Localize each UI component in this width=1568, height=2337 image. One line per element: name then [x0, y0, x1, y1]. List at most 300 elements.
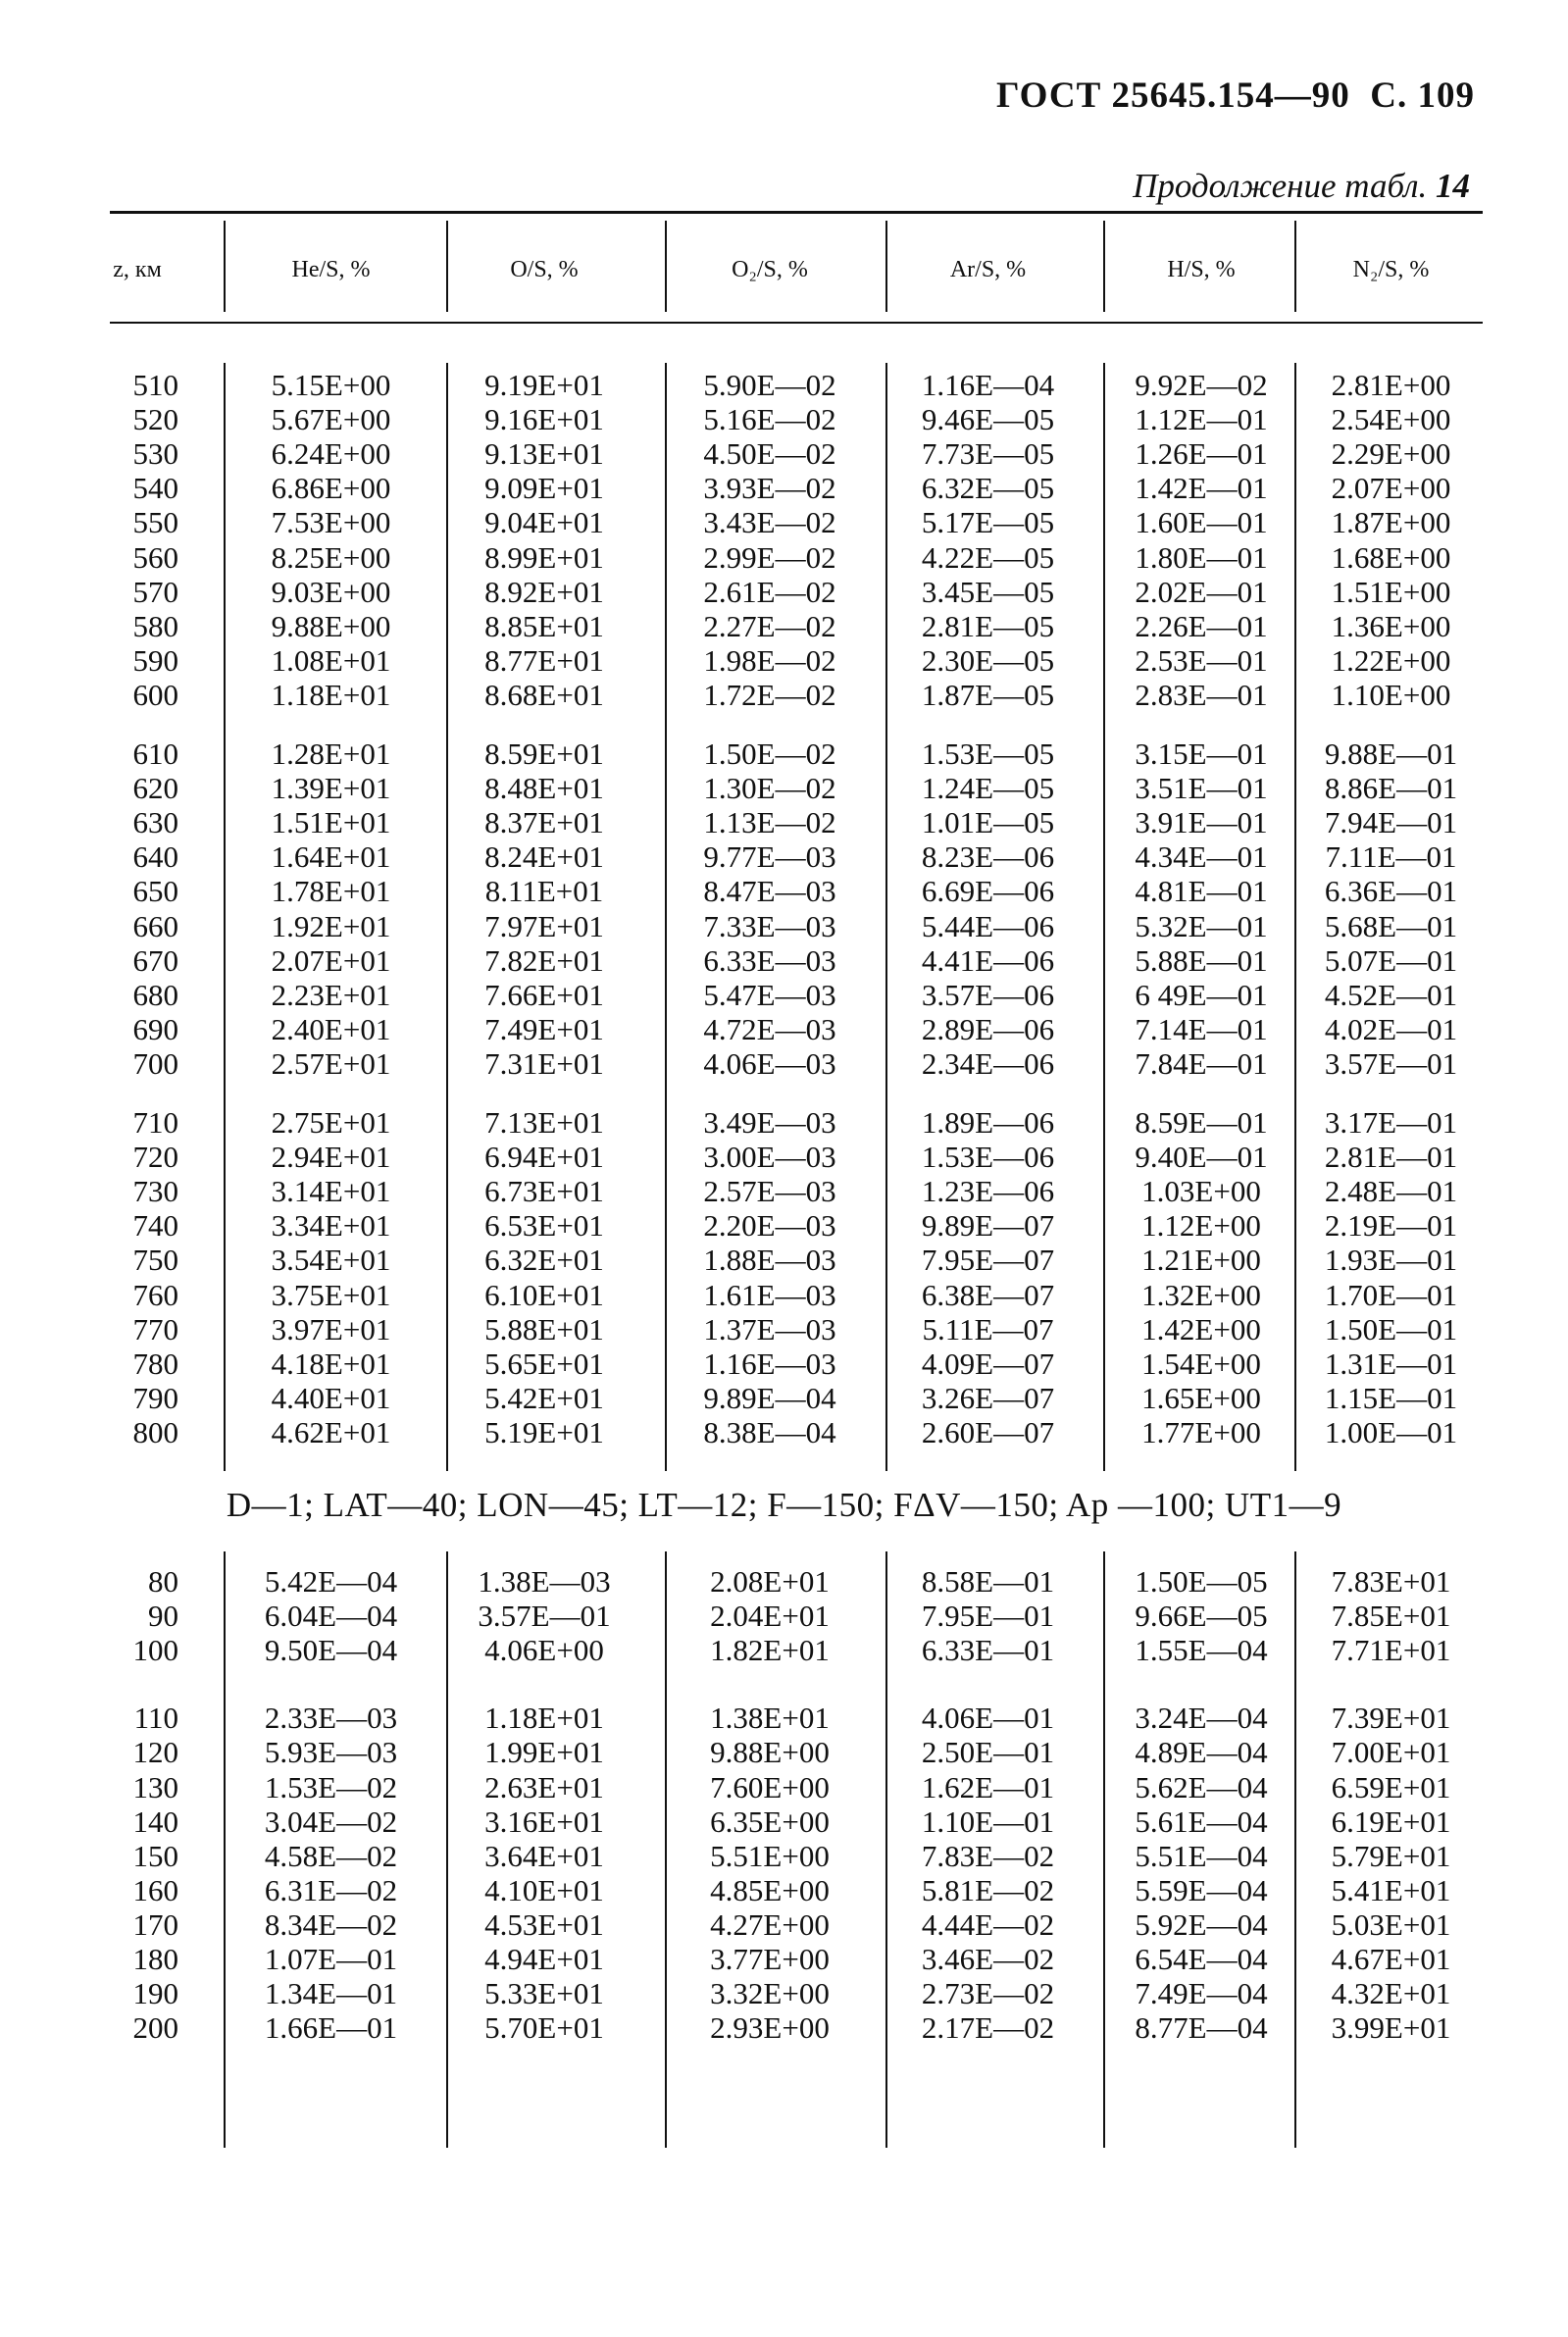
table-cell: 3.04E—02 [264, 1804, 398, 1839]
table-cell: 9.09E+01 [484, 471, 604, 506]
table-cell: 5.03E+01 [1331, 1906, 1451, 1942]
table-cell: 1.51E+00 [1331, 574, 1451, 609]
table-cell: 1.10E+00 [1331, 677, 1451, 712]
table-cell: 3.57E—01 [478, 1599, 611, 1634]
table-cell: 2.93E+00 [710, 2010, 830, 2046]
table-cell: 5.51E+00 [710, 1838, 830, 1873]
table-cell: 4.06E—01 [921, 1701, 1055, 1736]
table-cell: 2.53E—01 [1135, 642, 1268, 678]
table-cell: 6.24E+00 [271, 436, 391, 472]
table-cell: 1.32E+00 [1141, 1277, 1261, 1312]
table-cell: 8.47E—03 [703, 874, 836, 909]
table-cell: 8.92E+01 [484, 574, 604, 609]
table-cell: 7.82E+01 [484, 942, 604, 978]
altitude-cell: 790 [132, 1380, 178, 1415]
table-cell: 9.40E—01 [1135, 1140, 1268, 1175]
table-cell: 4.06E—03 [703, 1045, 836, 1081]
altitude-cell: 700 [132, 1045, 178, 1081]
table-cell: 4.67E+01 [1331, 1942, 1451, 1976]
table-cell: 9.89E—04 [703, 1380, 836, 1415]
table-cell: 6.33E—01 [921, 1633, 1055, 1668]
table-cell: 7.60E+00 [710, 1769, 830, 1804]
table-cell: 8.77E—04 [1135, 2010, 1268, 2046]
table-cell: 1.62E—01 [921, 1769, 1055, 1804]
table-cell: 7.85E+01 [1331, 1599, 1451, 1634]
table-cell: 9.03E+00 [271, 574, 391, 609]
table-cell: 2.29E+00 [1331, 436, 1451, 472]
table-cell: 2.30E—05 [921, 642, 1055, 678]
table-cell: 7.11E—01 [1325, 839, 1457, 875]
table-cell: 2.19E—01 [1324, 1208, 1458, 1244]
table-cell: 1.54E+00 [1141, 1346, 1261, 1381]
table-cell: 5.79E+01 [1331, 1838, 1451, 1873]
table-cell: 3.99E+01 [1331, 2010, 1451, 2046]
table-cell: 7.66E+01 [484, 977, 604, 1012]
column-header-1: He/S, % [291, 257, 371, 282]
header-divider-2 [665, 221, 667, 312]
table-cell: 2.02E—01 [1135, 574, 1268, 609]
table-cell: 1.03E+00 [1141, 1174, 1261, 1209]
table-cell: 5.41E+01 [1331, 1872, 1451, 1907]
table-cell: 4.18E+01 [271, 1346, 391, 1381]
table-cell: 7.39E+01 [1331, 1701, 1451, 1736]
table-cell: 7.49E—04 [1135, 1976, 1268, 2011]
table-cell: 3.34E+01 [271, 1208, 391, 1244]
table-cell: 5.07E—01 [1324, 942, 1458, 978]
table-cell: 2.33E—03 [264, 1701, 398, 1736]
table-cell: 1.01E—05 [921, 805, 1055, 840]
column-header-0: z, км [113, 257, 162, 282]
table-cell: 1.92E+01 [271, 908, 391, 943]
header-divider-1 [446, 221, 448, 312]
table-cell: 1.61E—03 [703, 1277, 836, 1312]
table-cell: 2.40E+01 [271, 1011, 391, 1046]
table-cell: 6 49E—01 [1135, 977, 1268, 1012]
table-cell: 1.53E—02 [264, 1769, 398, 1804]
table-cell: 7.14E—01 [1135, 1011, 1268, 1046]
table-cell: 1.89E—06 [921, 1105, 1055, 1140]
table-cell: 3.91E—01 [1135, 805, 1268, 840]
table-cell: 2.34E—06 [921, 1045, 1055, 1081]
table-cell: 1.60E—01 [1135, 505, 1268, 540]
table-cell: 5.67E+00 [271, 402, 391, 437]
table-cell: 3.16E+01 [484, 1804, 604, 1839]
altitude-cell: 600 [132, 677, 178, 712]
altitude-cell: 770 [132, 1311, 178, 1346]
altitude-cell: 640 [132, 839, 178, 875]
altitude-cell: 740 [132, 1208, 178, 1244]
table-cell: 5.90E—02 [703, 368, 836, 402]
table-cell: 6.53E+01 [484, 1208, 604, 1244]
table-cell: 3.43E—02 [703, 505, 836, 540]
altitude-cell: 610 [132, 737, 178, 771]
table-cell: 8.59E—01 [1135, 1105, 1268, 1140]
table-cell: 1.39E+01 [271, 771, 391, 806]
altitude-cell: 570 [132, 574, 178, 609]
table-cell: 4.85E+00 [710, 1872, 830, 1907]
table-cell: 8.85E+01 [484, 608, 604, 643]
table-cell: 5.17E—05 [921, 505, 1055, 540]
caption-label: Продолжение табл. [1133, 167, 1428, 205]
altitude-cell: 620 [132, 771, 178, 806]
table-cell: 1.16E—03 [703, 1346, 836, 1381]
table-cell: 1.55E—04 [1135, 1633, 1268, 1668]
altitude-cell: 670 [132, 942, 178, 978]
table-cell: 1.72E—02 [703, 677, 836, 712]
table-cell: 7.95E—01 [921, 1599, 1055, 1634]
table-cell: 5.88E+01 [484, 1311, 604, 1346]
altitude-cell: 680 [132, 977, 178, 1012]
table-cell: 8.59E+01 [484, 737, 604, 771]
table-cell: 5.42E—04 [264, 1564, 398, 1599]
altitude-cell: 550 [132, 505, 178, 540]
table-cell: 6.36E—01 [1324, 874, 1458, 909]
table-cell: 1.15E—01 [1324, 1380, 1458, 1415]
table-cell: 1.16E—04 [921, 368, 1055, 402]
table-cell: 3.00E—03 [703, 1140, 836, 1175]
table-cell: 1.65E+00 [1141, 1380, 1261, 1415]
table-cell: 3.24E—04 [1135, 1701, 1268, 1736]
table-cell: 5.59E—04 [1135, 1872, 1268, 1907]
condition-line: D—1; LAT—40; LON—45; LT—12; F—150; FΔV—150; Ap —100; UT1—9 [226, 1486, 1342, 1524]
section1-divider-4 [1103, 363, 1105, 1471]
table-cell: 5.19E+01 [484, 1414, 604, 1449]
table-cell: 5.88E—01 [1135, 942, 1268, 978]
table-cell: 2.63E+01 [484, 1769, 604, 1804]
table-cell: 7.53E+00 [271, 505, 391, 540]
table-cell: 1.37E—03 [703, 1311, 836, 1346]
table-cell: 2.54E+00 [1331, 402, 1451, 437]
table-cell: 5.93E—03 [264, 1735, 398, 1770]
table-cell: 7.33E—03 [703, 908, 836, 943]
table-cell: 2.73E—02 [921, 1976, 1055, 2011]
table-cell: 2.07E+01 [271, 942, 391, 978]
table-cell: 4.44E—02 [921, 1906, 1055, 1942]
table-cell: 4.41E—06 [921, 942, 1055, 978]
table-cell: 8.37E+01 [484, 805, 604, 840]
altitude-cell: 760 [132, 1277, 178, 1312]
table-cell: 1.70E—01 [1324, 1277, 1458, 1312]
table-cell: 1.50E—02 [703, 737, 836, 771]
table-cell: 4.50E—02 [703, 436, 836, 472]
table-cell: 4.58E—02 [264, 1838, 398, 1873]
altitude-cell: 510 [132, 368, 178, 402]
table-cell: 1.28E+01 [271, 737, 391, 771]
column-header-5: H/S, % [1167, 257, 1236, 282]
altitude-cell: 650 [132, 874, 178, 909]
header-divider-0 [224, 221, 226, 312]
table-cell: 8.23E—06 [921, 839, 1055, 875]
altitude-cell: 100 [132, 1633, 178, 1668]
table-cell: 6.31E—02 [264, 1872, 398, 1907]
table-cell: 1.23E—06 [921, 1174, 1055, 1209]
table-cell: 4.27E+00 [710, 1906, 830, 1942]
table-cell: 1.68E+00 [1331, 539, 1451, 575]
column-header-3: O₂/S, % [732, 257, 808, 282]
table-cell: 3.77E+00 [710, 1942, 830, 1976]
table-cell: 9.88E+00 [710, 1735, 830, 1770]
table-cell: 7.13E+01 [484, 1105, 604, 1140]
table-cell: 9.13E+01 [484, 436, 604, 472]
header-divider-4 [1103, 221, 1105, 312]
section1-divider-1 [446, 363, 448, 1471]
table-cell: 9.16E+01 [484, 402, 604, 437]
altitude-cell: 730 [132, 1174, 178, 1209]
table-cell: 1.36E+00 [1331, 608, 1451, 643]
table-cell: 5.33E+01 [484, 1976, 604, 2011]
table-cell: 9.19E+01 [484, 368, 604, 402]
table-cell: 7.71E+01 [1331, 1633, 1451, 1668]
table-top-rule [110, 211, 1483, 214]
table-cell: 5.16E—02 [703, 402, 836, 437]
table-cell: 1.18E+01 [484, 1701, 604, 1736]
altitude-cell: 130 [132, 1769, 178, 1804]
table-cell: 7.94E—01 [1324, 805, 1458, 840]
table-cell: 2.57E+01 [271, 1045, 391, 1081]
section1-divider-2 [665, 363, 667, 1471]
table-cell: 3.17E—01 [1324, 1105, 1458, 1140]
table-cell: 7.49E+01 [484, 1011, 604, 1046]
altitude-cell: 530 [132, 436, 178, 472]
table-cell: 6.32E—05 [921, 471, 1055, 506]
table-cell: 9.89E—07 [921, 1208, 1055, 1244]
section2-divider-0 [224, 1551, 226, 2148]
table-cell: 1.64E+01 [271, 839, 391, 875]
table-cell: 4.40E+01 [271, 1380, 391, 1415]
table-cell: 5.42E+01 [484, 1380, 604, 1415]
table-cell: 8.34E—02 [264, 1906, 398, 1942]
altitude-cell: 710 [132, 1105, 178, 1140]
table-cell: 9.88E+00 [271, 608, 391, 643]
table-cell: 2.04E+01 [710, 1599, 830, 1634]
table-cell: 1.51E+01 [271, 805, 391, 840]
column-header-2: O/S, % [510, 257, 579, 282]
table-cell: 8.25E+00 [271, 539, 391, 575]
table-cell: 3.51E—01 [1135, 771, 1268, 806]
altitude-cell: 180 [132, 1942, 178, 1976]
table-cell: 5.61E—04 [1135, 1804, 1268, 1839]
table-cell: 1.78E+01 [271, 874, 391, 909]
standard-number: ГОСТ 25645.154—90 [996, 76, 1350, 116]
table-cell: 6.19E+01 [1331, 1804, 1451, 1839]
table-cell: 1.10E—01 [921, 1804, 1055, 1839]
table-cell: 9.92E—02 [1135, 368, 1268, 402]
altitude-cell: 690 [132, 1011, 178, 1046]
altitude-cell: 720 [132, 1140, 178, 1175]
table-cell: 8.24E+01 [484, 839, 604, 875]
table-cell: 4.52E—01 [1324, 977, 1458, 1012]
table-cell: 4.10E+01 [484, 1872, 604, 1907]
header-bottom-rule [110, 322, 1483, 324]
table-cell: 5.70E+01 [484, 2010, 604, 2046]
table-cell: 1.24E—05 [921, 771, 1055, 806]
table-cell: 4.34E—01 [1135, 839, 1268, 875]
page-header [996, 75, 1475, 117]
table-cell: 5.32E—01 [1135, 908, 1268, 943]
table-cell: 1.00E—01 [1324, 1414, 1458, 1449]
table-cell: 2.83E—01 [1135, 677, 1268, 712]
table-cell: 4.02E—01 [1324, 1011, 1458, 1046]
table-cell: 9.50E—04 [264, 1633, 398, 1668]
table-cell: 5.92E—04 [1135, 1906, 1268, 1942]
table-cell: 6.38E—07 [921, 1277, 1055, 1312]
section2-divider-1 [446, 1551, 448, 2148]
altitude-cell: 190 [132, 1976, 178, 2011]
page-number: С. 109 [1370, 76, 1475, 116]
table-cell: 4.94E+01 [484, 1942, 604, 1976]
table-cell: 6.10E+01 [484, 1277, 604, 1312]
altitude-cell: 520 [132, 402, 178, 437]
altitude-cell: 560 [132, 539, 178, 575]
table-cell: 5.62E—04 [1135, 1769, 1268, 1804]
altitude-cell: 90 [148, 1599, 178, 1634]
table-cell: 1.50E—05 [1135, 1564, 1268, 1599]
header-divider-5 [1294, 221, 1296, 312]
table-cell: 1.42E+00 [1141, 1311, 1261, 1346]
table-cell: 8.11E+01 [484, 874, 604, 909]
table-cell: 8.99E+01 [484, 539, 604, 575]
table-cell: 1.87E—05 [921, 677, 1055, 712]
table-cell: 5.51E—04 [1135, 1838, 1268, 1873]
table-cell: 1.77E+00 [1141, 1414, 1261, 1449]
altitude-cell: 160 [132, 1872, 178, 1907]
table-cell: 6.73E+01 [484, 1174, 604, 1209]
table-cell: 5.44E—06 [921, 908, 1055, 943]
altitude-cell: 800 [132, 1414, 178, 1449]
table-cell: 1.98E—02 [703, 642, 836, 678]
table-cell: 4.53E+01 [484, 1906, 604, 1942]
table-cell: 2.08E+01 [710, 1564, 830, 1599]
table-cell: 3.46E—02 [921, 1942, 1055, 1976]
table-cell: 1.08E+01 [271, 642, 391, 678]
table-cell: 8.58E—01 [921, 1564, 1055, 1599]
table-cell: 3.57E—01 [1324, 1045, 1458, 1081]
altitude-cell: 630 [132, 805, 178, 840]
table-cell: 1.22E+00 [1331, 642, 1451, 678]
table-cell: 3.14E+01 [271, 1174, 391, 1209]
table-cell: 1.53E—06 [921, 1140, 1055, 1175]
table-cell: 6.59E+01 [1331, 1769, 1451, 1804]
table-cell: 2.26E—01 [1135, 608, 1268, 643]
table-cell: 1.12E—01 [1135, 402, 1268, 437]
table-cell: 4.72E—03 [703, 1011, 836, 1046]
altitude-cell: 660 [132, 908, 178, 943]
altitude-cell: 150 [132, 1838, 178, 1873]
table-cell: 2.17E—02 [921, 2010, 1055, 2046]
table-cell: 7.83E—02 [921, 1838, 1055, 1873]
table-cell: 4.81E—01 [1135, 874, 1268, 909]
section2-divider-4 [1103, 1551, 1105, 2148]
table-cell: 3.26E—07 [921, 1380, 1055, 1415]
table-cell: 2.81E+00 [1331, 368, 1451, 402]
section1-divider-3 [885, 363, 887, 1471]
table-cell: 4.62E+01 [271, 1414, 391, 1449]
table-cell: 4.89E—04 [1135, 1735, 1268, 1770]
table-cell: 2.81E—05 [921, 608, 1055, 643]
table-cell: 1.21E+00 [1141, 1243, 1261, 1278]
altitude-cell: 580 [132, 608, 178, 643]
column-header-6: N₂/S, % [1352, 257, 1430, 282]
section2-divider-2 [665, 1551, 667, 2148]
table-cell: 9.04E+01 [484, 505, 604, 540]
table-cell: 3.57E—06 [921, 977, 1055, 1012]
table-cell: 9.88E—01 [1324, 737, 1458, 771]
table-cell: 8.68E+01 [484, 677, 604, 712]
table-cell: 1.12E+00 [1141, 1208, 1261, 1244]
table-cell: 6.35E+00 [710, 1804, 830, 1839]
altitude-cell: 540 [132, 471, 178, 506]
table-caption [1133, 167, 1470, 206]
table-cell: 4.06E+00 [484, 1633, 604, 1668]
table-cell: 2.60E—07 [921, 1414, 1055, 1449]
table-cell: 1.26E—01 [1135, 436, 1268, 472]
table-cell: 6.94E+01 [484, 1140, 604, 1175]
table-cell: 1.99E+01 [484, 1735, 604, 1770]
table-cell: 2.57E—03 [703, 1174, 836, 1209]
table-cell: 6.04E—04 [264, 1599, 398, 1634]
table-cell: 2.27E—02 [703, 608, 836, 643]
table-cell: 9.46E—05 [921, 402, 1055, 437]
table-cell: 1.50E—01 [1324, 1311, 1458, 1346]
table-cell: 3.97E+01 [271, 1311, 391, 1346]
altitude-cell: 80 [148, 1564, 178, 1599]
table-cell: 1.87E+00 [1331, 505, 1451, 540]
table-cell: 1.53E—05 [921, 737, 1055, 771]
table-cell: 2.89E—06 [921, 1011, 1055, 1046]
table-cell: 1.80E—01 [1135, 539, 1268, 575]
table-cell: 2.94E+01 [271, 1140, 391, 1175]
table-cell: 3.64E+01 [484, 1838, 604, 1873]
table-cell: 7.73E—05 [921, 436, 1055, 472]
altitude-cell: 140 [132, 1804, 178, 1839]
table-cell: 1.30E—02 [703, 771, 836, 806]
table-cell: 5.47E—03 [703, 977, 836, 1012]
table-number: 14 [1436, 167, 1470, 205]
table-cell: 7.31E+01 [484, 1045, 604, 1081]
table-cell: 4.09E—07 [921, 1346, 1055, 1381]
table-cell: 5.68E—01 [1324, 908, 1458, 943]
table-cell: 1.66E—01 [264, 2010, 398, 2046]
table-cell: 9.77E—03 [703, 839, 836, 875]
table-cell: 2.81E—01 [1324, 1140, 1458, 1175]
altitude-cell: 750 [132, 1243, 178, 1278]
table-cell: 1.93E—01 [1324, 1243, 1458, 1278]
table-cell: 2.07E+00 [1331, 471, 1451, 506]
table-cell: 8.77E+01 [484, 642, 604, 678]
table-cell: 8.38E—04 [703, 1414, 836, 1449]
table-cell: 6.32E+01 [484, 1243, 604, 1278]
table-cell: 5.11E—07 [922, 1311, 1054, 1346]
section1-divider-0 [224, 363, 226, 1471]
table-cell: 8.86E—01 [1324, 771, 1458, 806]
table-cell: 3.54E+01 [271, 1243, 391, 1278]
column-header-4: Ar/S, % [949, 257, 1027, 282]
altitude-cell: 120 [132, 1735, 178, 1770]
header-divider-3 [885, 221, 887, 312]
table-cell: 1.38E+01 [710, 1701, 830, 1736]
altitude-cell: 170 [132, 1906, 178, 1942]
table-cell: 7.00E+01 [1331, 1735, 1451, 1770]
table-cell: 1.88E—03 [703, 1243, 836, 1278]
table-cell: 3.15E—01 [1135, 737, 1268, 771]
table-cell: 2.99E—02 [703, 539, 836, 575]
table-cell: 1.34E—01 [264, 1976, 398, 2011]
table-cell: 6.33E—03 [703, 942, 836, 978]
table-cell: 6.86E+00 [271, 471, 391, 506]
table-cell: 1.13E—02 [703, 805, 836, 840]
altitude-cell: 590 [132, 642, 178, 678]
altitude-cell: 110 [133, 1701, 178, 1736]
